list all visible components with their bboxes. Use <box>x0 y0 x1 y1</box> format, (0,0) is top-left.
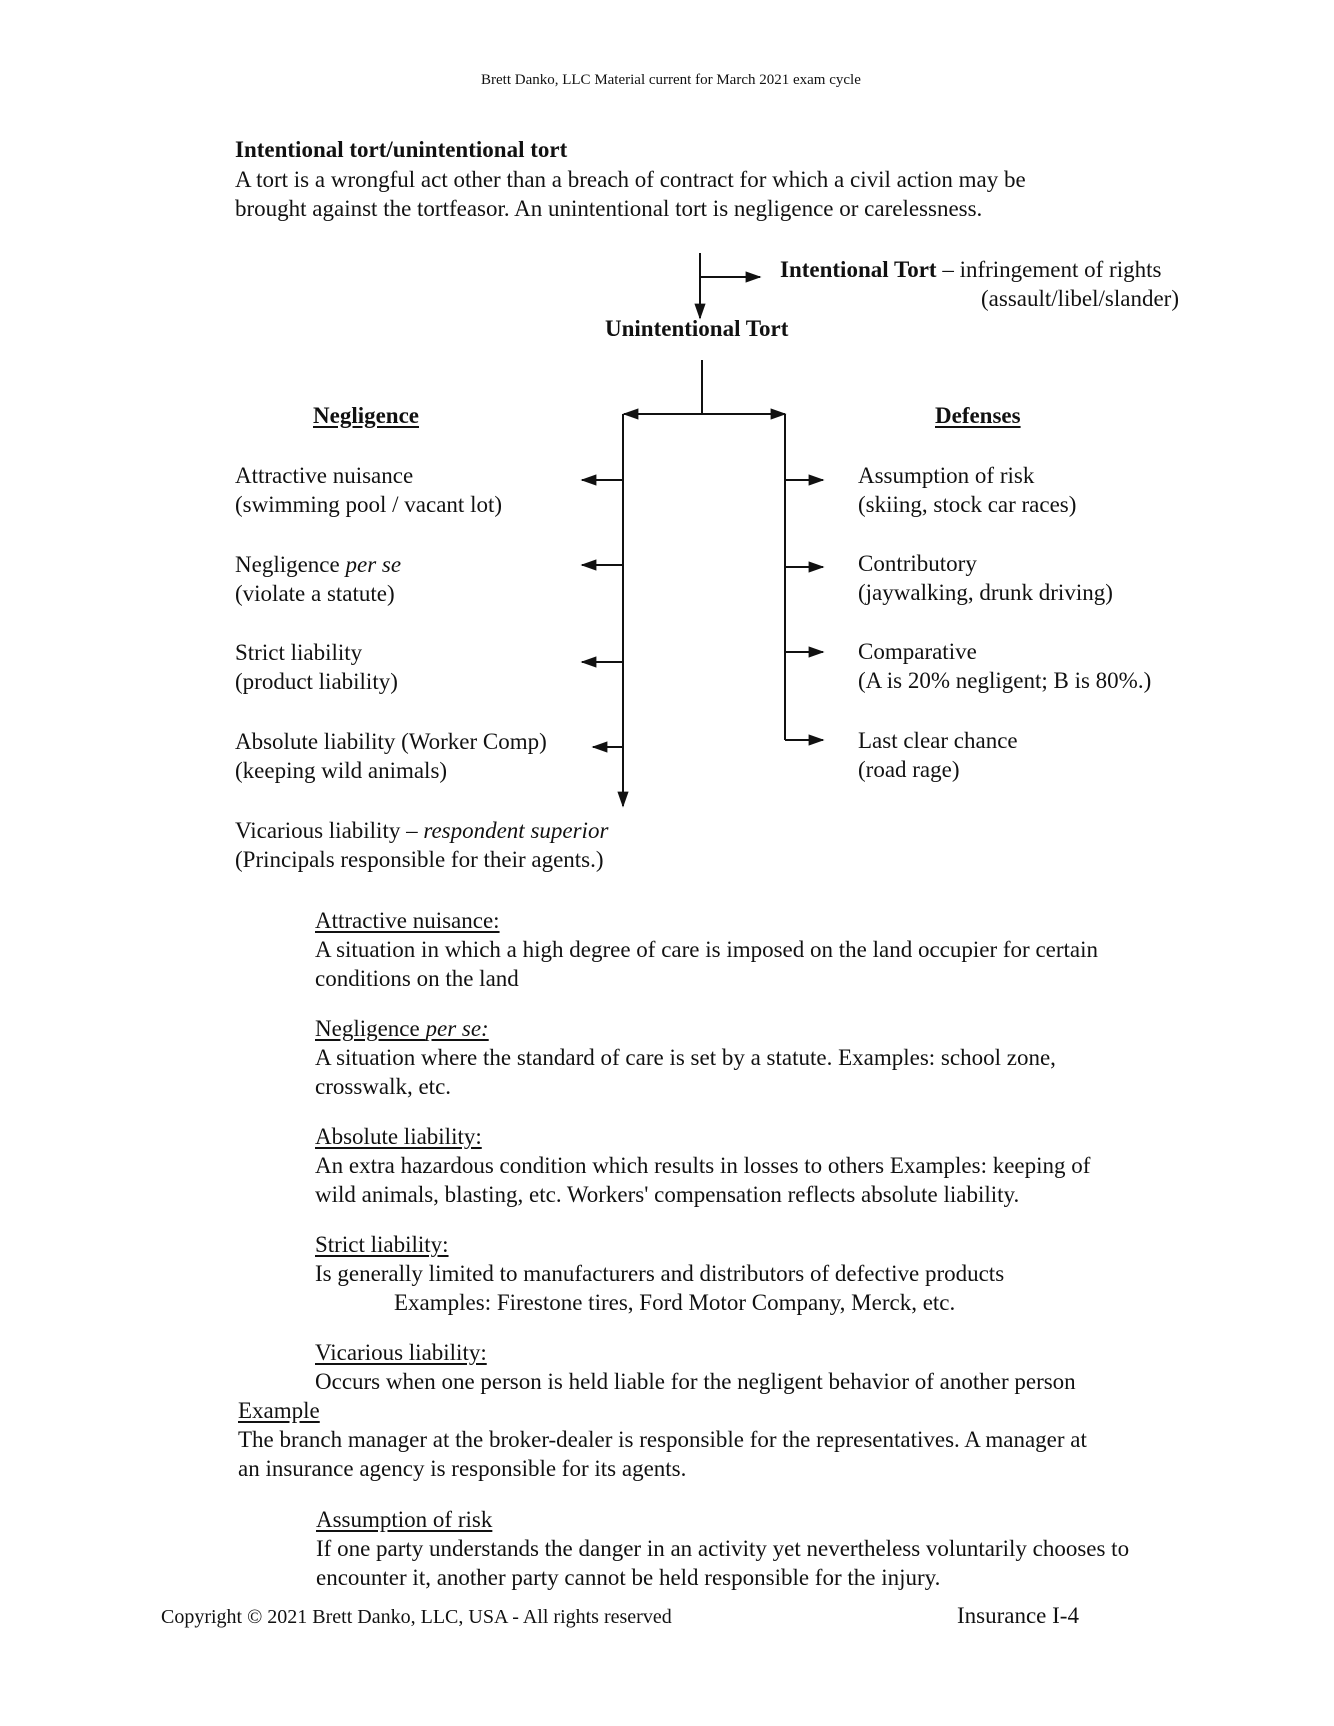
intro-line-2: brought against the tortfeasor. An unintentional tort is negligence or carelessness. <box>235 196 983 221</box>
negligence-heading: Negligence <box>313 403 420 428</box>
page-header: Brett Danko, LLC Material current for March 2021 exam cycle <box>481 72 861 88</box>
definition-line: crosswalk, etc. <box>315 1074 452 1099</box>
definition-example <box>238 1396 1087 1483</box>
item-line: (road rage) <box>858 757 960 782</box>
item-line: (jaywalking, drunk driving) <box>858 580 1113 605</box>
defenses-heading: Defenses <box>935 403 1021 428</box>
unintentional-tort-label: Unintentional Tort <box>605 316 789 341</box>
item-line: Comparative <box>858 639 977 664</box>
negligence-item-vicarious-liability <box>235 816 608 874</box>
item-line <box>235 816 608 845</box>
definition-heading: Absolute liability: <box>315 1124 482 1149</box>
heading-text-italic: per se: <box>425 1016 489 1041</box>
definition-line: A situation where the standard of care is set by a statute. Examples: school zone, <box>315 1045 1056 1070</box>
definition-heading <box>315 1014 1056 1043</box>
defense-item-last-clear-chance <box>858 726 1018 784</box>
intentional-tort-node <box>780 255 1161 285</box>
defense-item-comparative <box>858 637 1151 695</box>
item-line: (Principals responsible for their agents.) <box>235 847 604 872</box>
intentional-tort-label: Intentional Tort <box>780 257 937 282</box>
definition-line: Examples: Firestone tires, Ford Motor Company, Merck, etc. <box>394 1290 956 1315</box>
section-title: Intentional tort/unintentional tort <box>235 137 568 162</box>
item-line: Absolute liability (Worker Comp) <box>235 729 547 754</box>
footer-page-number: Insurance I-4 <box>957 1603 1079 1628</box>
definition-line: An extra hazardous condition which results in losses to others Examples: keeping of <box>315 1153 1091 1178</box>
negligence-item-per-se <box>235 550 401 608</box>
heading-text: Negligence <box>315 1016 426 1041</box>
item-line: (A is 20% negligent; B is 80%.) <box>858 668 1152 693</box>
definition-assumption-of-risk <box>316 1505 1129 1592</box>
definition-attractive-nuisance <box>315 906 1098 993</box>
intro-line-1: A tort is a wrongful act other than a breach of contract for which a civil action may be <box>235 167 1026 192</box>
definition-heading: Vicarious liability: <box>315 1340 487 1365</box>
item-text: Vicarious liability – <box>235 818 424 843</box>
definition-absolute-liability <box>315 1122 1090 1209</box>
definition-line: Is generally limited to manufacturers and distributors of defective products <box>315 1261 1005 1286</box>
definition-line: an insurance agency is responsible for its agents. <box>238 1456 687 1481</box>
footer-copyright: Copyright © 2021 Brett Danko, LLC, USA - All rights reserved <box>161 1606 672 1628</box>
definition-heading: Attractive nuisance: <box>315 908 500 933</box>
intentional-tort-desc: – infringement of rights <box>936 257 1162 282</box>
definition-line: Occurs when one person is held liable for the negligent behavior of another person <box>315 1369 1076 1394</box>
item-line: Assumption of risk <box>858 463 1035 488</box>
definition-vicarious-liability <box>315 1338 1076 1396</box>
item-line: (swimming pool / vacant lot) <box>235 492 503 517</box>
definition-line: A situation in which a high degree of care is imposed on the land occupier for certain <box>315 937 1099 962</box>
definition-line: If one party understands the danger in an activity yet nevertheless voluntarily chooses to <box>316 1536 1130 1561</box>
item-line: (product liability) <box>235 669 398 694</box>
defense-item-assumption-of-risk <box>858 461 1076 519</box>
item-line: (skiing, stock car races) <box>858 492 1077 517</box>
definition-line: wild animals, blasting, etc. Workers' compensation reflects absolute liability. <box>315 1182 1020 1207</box>
negligence-item-strict-liability <box>235 638 398 696</box>
item-text: Negligence <box>235 552 346 577</box>
item-line: Last clear chance <box>858 728 1018 753</box>
definition-strict-liability <box>315 1230 1004 1317</box>
negligence-item-attractive-nuisance <box>235 461 502 519</box>
item-text-italic: per se <box>345 552 402 577</box>
item-line: (keeping wild animals) <box>235 758 448 783</box>
definition-line: encounter it, another party cannot be held responsible for the injury. <box>316 1565 941 1590</box>
intentional-tort-examples: (assault/libel/slander) <box>981 286 1179 311</box>
item-line: Strict liability <box>235 640 363 665</box>
item-text-italic: respondent superior <box>423 818 609 843</box>
definition-heading: Example <box>238 1398 320 1423</box>
item-line: Contributory <box>858 551 977 576</box>
definition-negligence-per-se <box>315 1014 1056 1101</box>
item-line: (violate a statute) <box>235 581 395 606</box>
definition-heading: Strict liability: <box>315 1232 449 1257</box>
definition-line: conditions on the land <box>315 966 519 991</box>
item-line: Attractive nuisance <box>235 463 414 488</box>
negligence-item-absolute-liability <box>235 727 547 785</box>
item-line <box>235 550 401 579</box>
definition-heading: Assumption of risk <box>316 1507 493 1532</box>
defense-item-contributory <box>858 549 1113 607</box>
definition-line: The branch manager at the broker-dealer is responsible for the representatives. A manager at <box>238 1427 1087 1452</box>
